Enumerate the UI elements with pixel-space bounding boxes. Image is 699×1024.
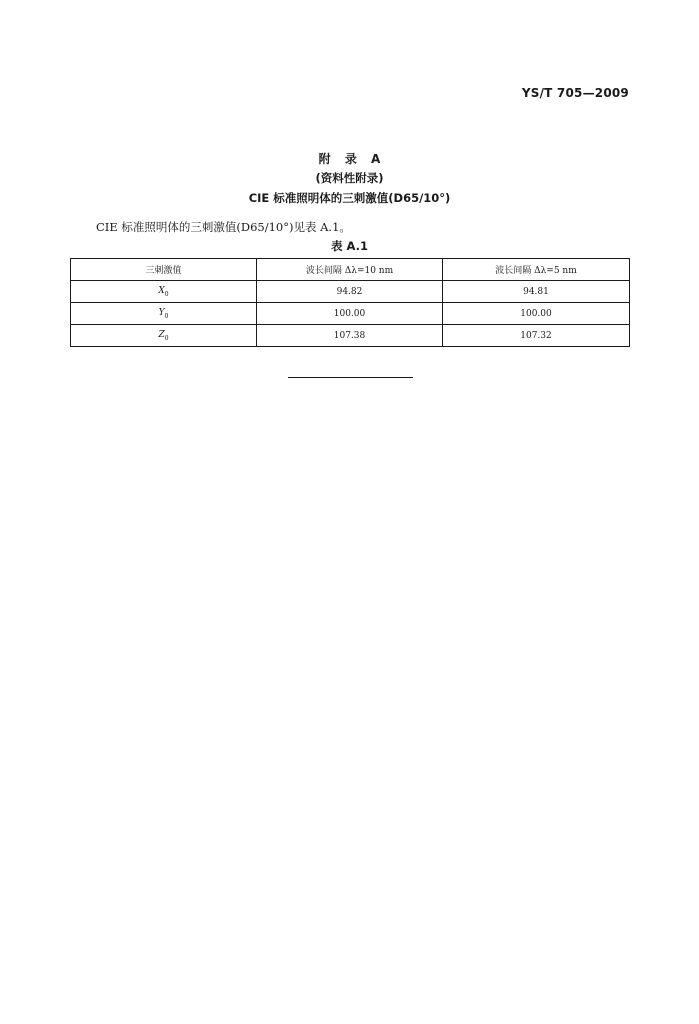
intro-paragraph: CIE 标准照明体的三刺激值(D65/10°)见表 A.1。 <box>96 220 351 234</box>
column-header-tristimulus: 三刺激值 <box>71 259 257 281</box>
appendix-title: 附 录 A <box>318 152 381 166</box>
appendix-heading: CIE 标准照明体的三刺激值(D65/10°) <box>248 191 451 205</box>
tristimulus-table <box>70 258 630 347</box>
document-code: YS/T 705—2009 <box>521 86 629 100</box>
column-header-interval-5nm: 波长间隔 Δλ=5 nm <box>443 259 630 281</box>
column-header-interval-10nm: 波长间隔 Δλ=10 nm <box>257 259 443 281</box>
table-row <box>71 303 630 325</box>
table-row <box>71 281 630 303</box>
appendix-type: (资料性附录) <box>315 171 384 185</box>
value-10nm: 100.00 <box>257 303 443 325</box>
value-5nm: 94.81 <box>443 281 630 303</box>
value-10nm: 94.82 <box>257 281 443 303</box>
value-5nm: 107.32 <box>443 325 630 347</box>
table-header-row <box>71 259 630 281</box>
value-10nm: 107.38 <box>257 325 443 347</box>
tristimulus-symbol-z: $Z_0$ <box>71 325 257 347</box>
tristimulus-symbol-x: $X_0$ <box>71 281 257 303</box>
tristimulus-symbol-y: $Y_0$ <box>71 303 257 325</box>
value-5nm: 100.00 <box>443 303 630 325</box>
table-row <box>71 325 630 347</box>
end-of-document-rule <box>288 377 413 378</box>
table-caption: 表 A.1 <box>331 239 368 253</box>
